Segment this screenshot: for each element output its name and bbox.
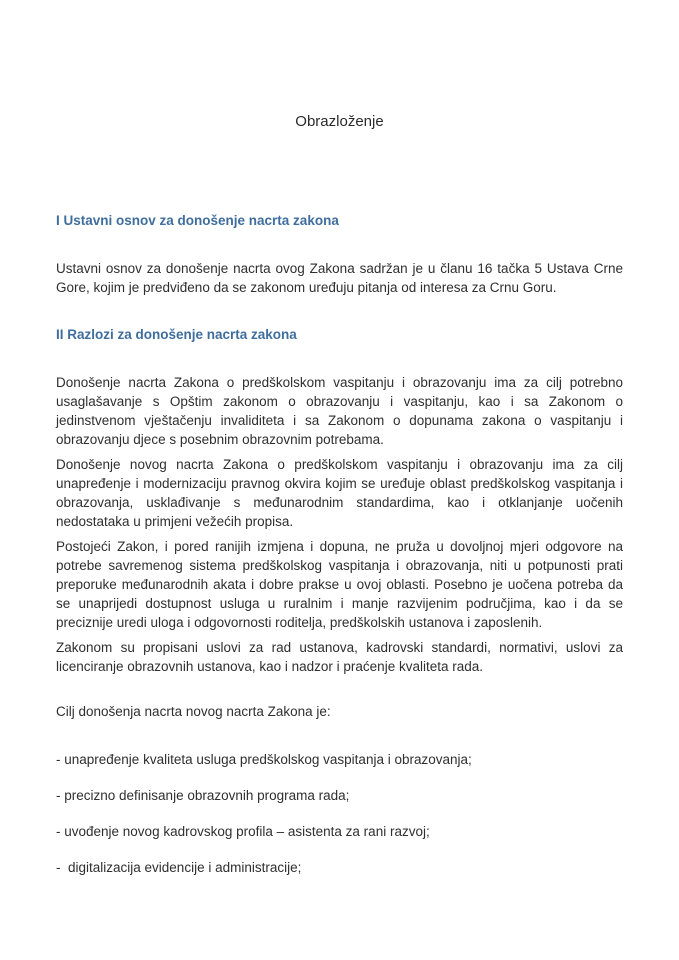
section-heading-reasons: II Razlozi za donošenje nacrta zakona <box>56 327 297 342</box>
paragraph-reasons-2: Donošenje novog nacrta Zakona o predškolskom vaspitanju i obrazovanju ima za cilj unapređenje i modernizaciju pravnog okvira kojim se uređuje oblast predškolskog vaspitanja i obrazovanja, usklađivanje s međunarodnim standardima, kao i otklanjanje uočenih nedostataka u primjeni vežećih propisa. <box>56 457 623 529</box>
goal-intro-line: Cilj donošenja nacrta novog nacrta Zakona je: <box>56 704 331 719</box>
section-heading-constitutional-basis: I Ustavni osnov za donošenje nacrta zakona <box>56 213 339 228</box>
goal-list-item-4: - digitalizacija evidencije i administracije; <box>56 860 302 875</box>
goal-list-item-1: - unapređenje kvaliteta usluga predškolskog vaspitanja i obrazovanja; <box>56 752 472 767</box>
goal-list-item-3: - uvođenje novog kadrovskog profila – asistenta za rani razvoj; <box>56 824 430 839</box>
goal-list-item-2: - precizno definisanje obrazovnih programa rada; <box>56 788 350 803</box>
paragraph-reasons-4: Zakonom su propisani uslovi za rad ustanova, kadrovski standardi, normativi, uslovi za licenciranje obrazovnih ustanova, kao i nadzor i praćenje kvaliteta rada. <box>56 640 623 674</box>
paragraph-reasons-1: Donošenje nacrta Zakona o predškolskom vaspitanju i obrazovanju ima za cilj potrebno usaglašavanje s Opštim zakonom o obrazovanju i vaspitanju, kao i sa Zakonom o jedinstvenom vještačenju invaliditeta i sa Zakonom o dopunama zakona o vaspitanju i obrazovanju djece s posebnim obrazovnim potrebama. <box>56 375 623 447</box>
paragraph-reasons-3: Postojeći Zakon, i pored ranijih izmjena i dopuna, ne pruža u dovoljnoj mjeri odgovore na potrebe savremenog sistema predškolskog vaspitanja i obrazovanja, niti u potpunosti prati preporuke međunarodnih akata i dobre prakse u ovoj oblasti. Posebno je uočena potreba da se unaprijedi dostupnost usluga u ruralnim i manje razvijenim područjima, kao i da se preciznije uredi uloga i odgovornosti roditelja, predškolskih ustanova i zaposlenih. <box>56 539 623 630</box>
paragraph-constitutional-basis: Ustavni osnov za donošenje nacrta ovog Zakona sadržan je u članu 16 tačka 5 Ustava Crne Gore, kojim je predviđeno da se zakonom uređuju pitanja od interesa za Crnu Goru. <box>56 261 623 295</box>
document-title: Obrazloženje <box>295 113 384 130</box>
